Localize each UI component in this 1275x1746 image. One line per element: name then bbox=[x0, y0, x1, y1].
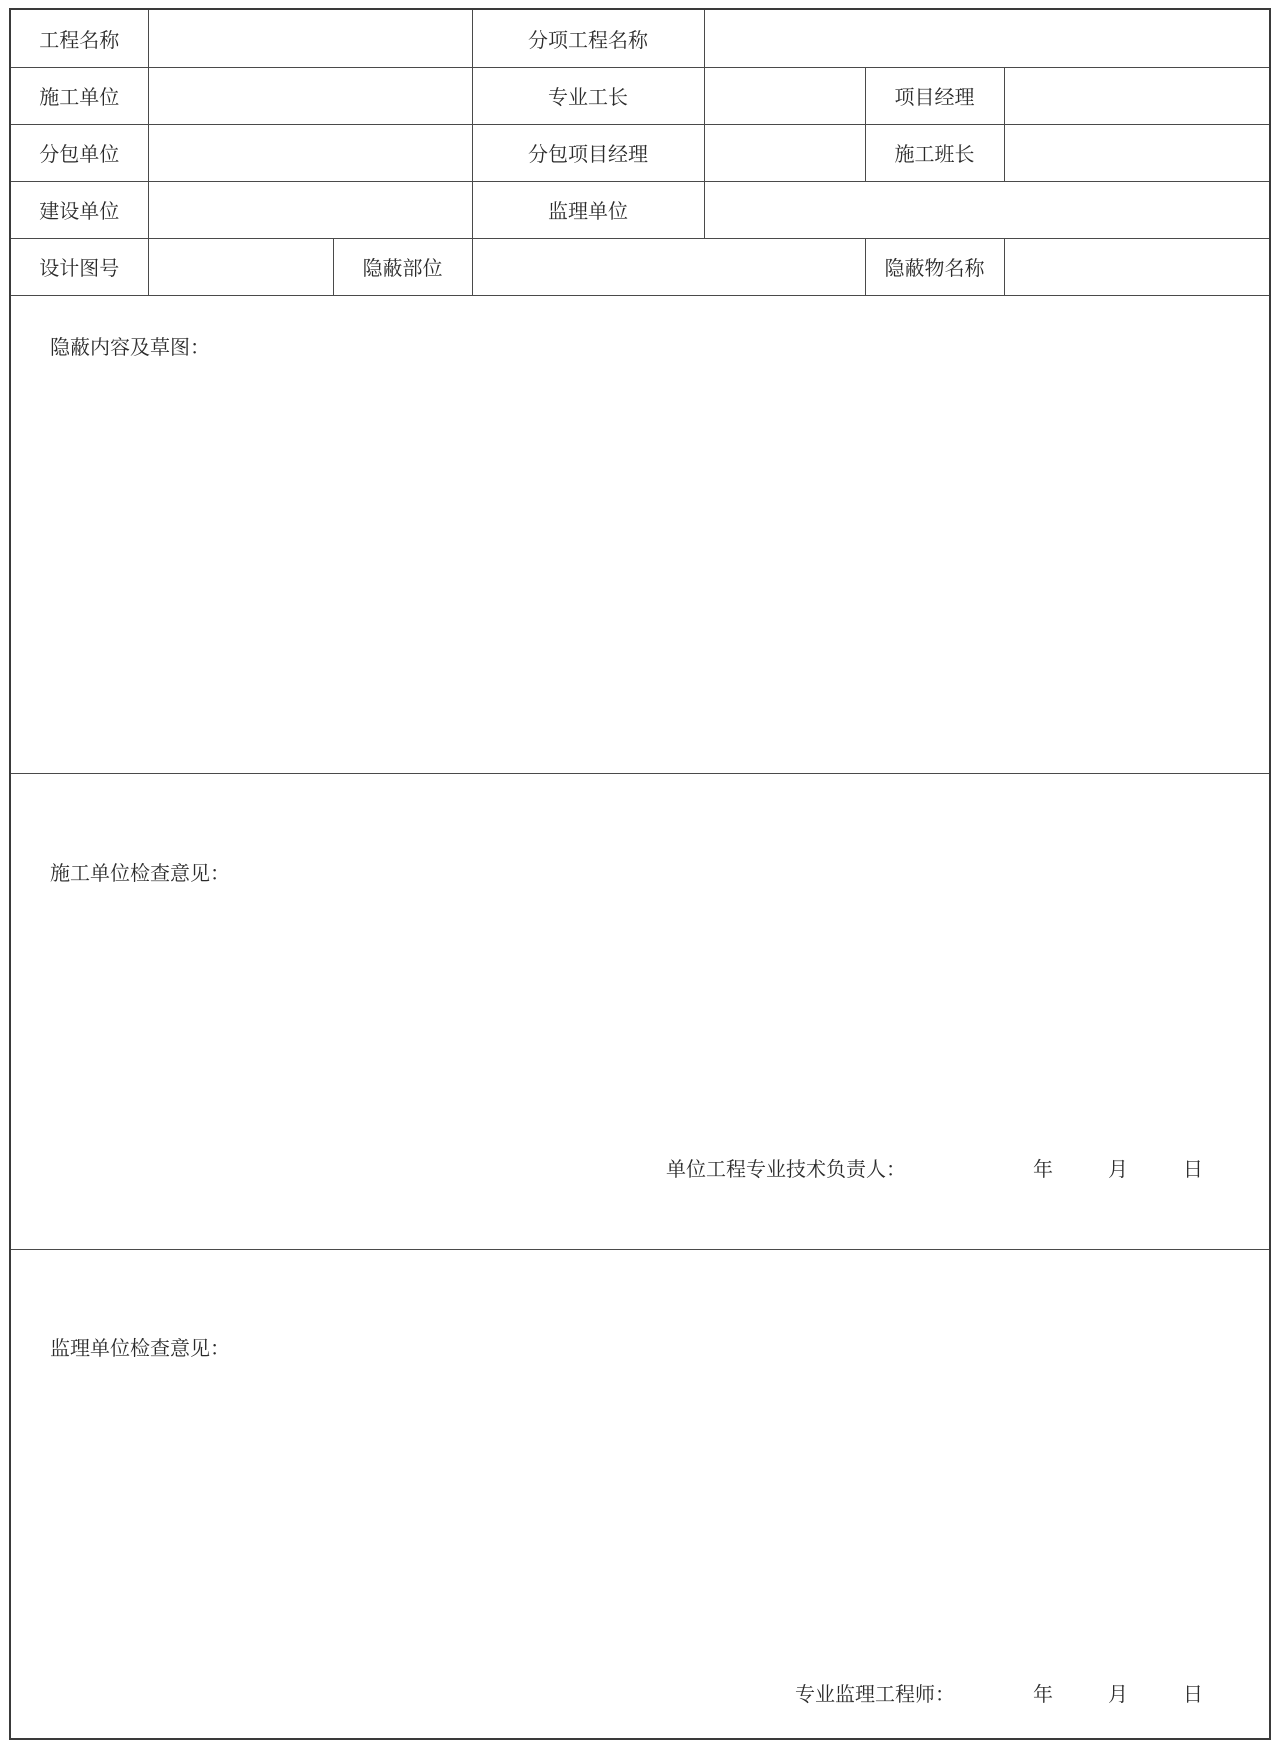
label-subitem-name: 分项工程名称 bbox=[472, 10, 704, 67]
contractor-day-label: 日 bbox=[1183, 1157, 1203, 1181]
label-concealed-item-name: 隐蔽物名称 bbox=[865, 238, 1004, 295]
concealed-content-title: 隐蔽内容及草图： bbox=[50, 335, 210, 359]
field-subitem-name[interactable] bbox=[704, 10, 1269, 67]
field-concealed-item-name[interactable] bbox=[1004, 238, 1269, 295]
supervisor-year-label: 年 bbox=[1033, 1682, 1053, 1706]
row-project-name bbox=[11, 10, 1269, 67]
section-concealed-content[interactable] bbox=[11, 297, 1269, 774]
label-project-manager: 项目经理 bbox=[865, 67, 1004, 124]
field-construction-unit[interactable] bbox=[148, 67, 472, 124]
field-owner-unit[interactable] bbox=[148, 181, 472, 238]
row-owner-unit bbox=[11, 181, 1269, 238]
supervisor-signer-label: 专业监理工程师： bbox=[795, 1682, 955, 1706]
supervisor-check-title: 监理单位检查意见： bbox=[50, 1336, 230, 1360]
label-supervision-unit: 监理单位 bbox=[472, 181, 704, 238]
row-construction-unit bbox=[11, 67, 1269, 124]
row-subcontractor bbox=[11, 124, 1269, 181]
label-project-name: 工程名称 bbox=[11, 10, 148, 67]
label-specialty-foreman: 专业工长 bbox=[472, 67, 704, 124]
contractor-check-title: 施工单位检查意见： bbox=[50, 861, 230, 885]
field-subcontractor[interactable] bbox=[148, 124, 472, 181]
field-supervision-unit[interactable] bbox=[704, 181, 1269, 238]
contractor-signer-label: 单位工程专业技术负责人： bbox=[666, 1157, 906, 1181]
field-design-drawing-no[interactable] bbox=[148, 238, 333, 295]
contractor-month-label: 月 bbox=[1108, 1157, 1128, 1181]
label-sub-project-manager: 分包项目经理 bbox=[472, 124, 704, 181]
section-supervisor-check[interactable] bbox=[11, 1250, 1269, 1738]
label-construction-unit: 施工单位 bbox=[11, 67, 148, 124]
row-design-drawing bbox=[11, 238, 1269, 295]
field-team-leader[interactable] bbox=[1004, 124, 1269, 181]
label-concealed-location: 隐蔽部位 bbox=[333, 238, 472, 295]
label-subcontractor: 分包单位 bbox=[11, 124, 148, 181]
field-specialty-foreman[interactable] bbox=[704, 67, 865, 124]
label-owner-unit: 建设单位 bbox=[11, 181, 148, 238]
field-concealed-location[interactable] bbox=[472, 238, 865, 295]
supervisor-month-label: 月 bbox=[1108, 1682, 1128, 1706]
form-header-table bbox=[11, 10, 1269, 296]
contractor-year-label: 年 bbox=[1033, 1157, 1053, 1181]
inspection-form bbox=[9, 8, 1271, 1740]
label-team-leader: 施工班长 bbox=[865, 124, 1004, 181]
label-design-drawing-no: 设计图号 bbox=[11, 238, 148, 295]
field-sub-project-manager[interactable] bbox=[704, 124, 865, 181]
field-project-manager[interactable] bbox=[1004, 67, 1269, 124]
field-project-name[interactable] bbox=[148, 10, 472, 67]
supervisor-day-label: 日 bbox=[1183, 1682, 1203, 1706]
section-contractor-check[interactable] bbox=[11, 774, 1269, 1250]
